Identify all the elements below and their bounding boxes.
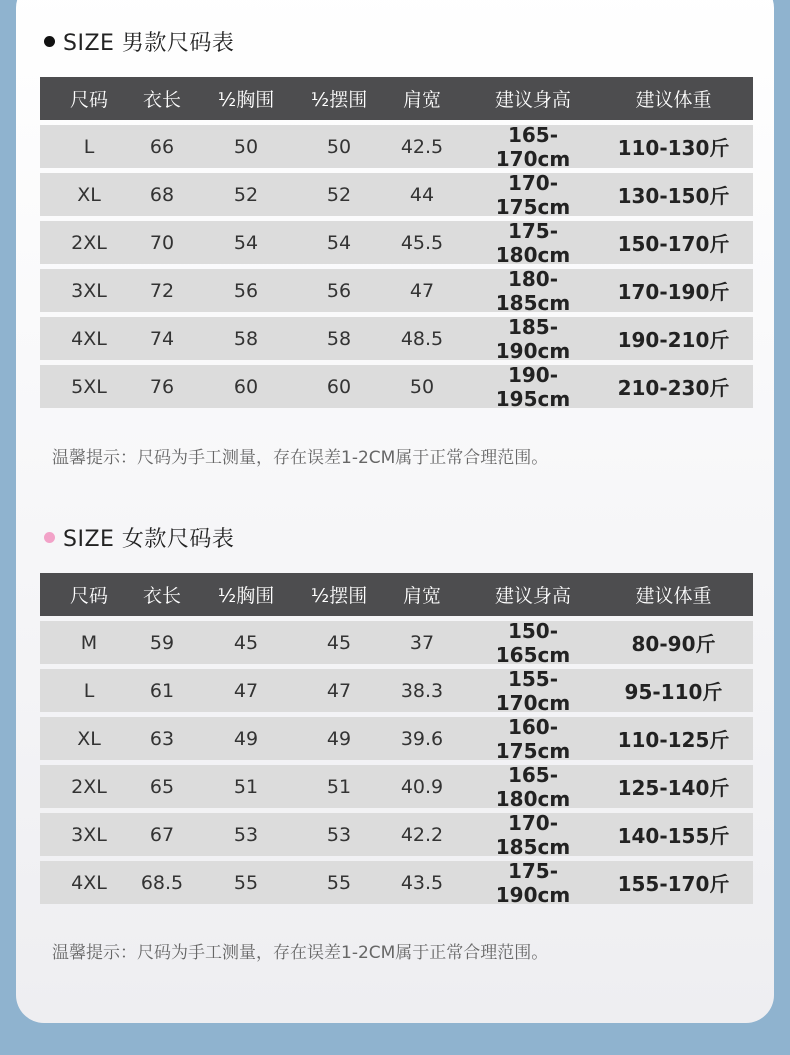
height-cell: 190-195cm (495, 362, 571, 411)
chest-cell: 45 (233, 631, 259, 654)
length-cell: 61 (149, 679, 175, 702)
header-cell: 建议体重 (635, 89, 712, 111)
size-cell: 5XL (71, 375, 107, 398)
height-cell: 165-180cm (495, 762, 571, 811)
length-cell: 72 (149, 279, 175, 302)
table-row (40, 266, 753, 315)
header-cell: ½胸围 (217, 585, 275, 607)
header-cell: 肩宽 (402, 89, 441, 111)
weight-cell: 170-190斤 (617, 280, 730, 304)
weight-cell: 110-125斤 (617, 728, 730, 752)
height-cell: 160-175cm (495, 714, 571, 763)
header-cell: 建议身高 (494, 89, 571, 111)
women-section-title (44, 522, 234, 553)
hem-cell: 50 (326, 135, 352, 158)
table-row (40, 170, 753, 219)
shoulder-cell: 44 (409, 183, 435, 206)
table-row (40, 810, 753, 859)
shoulder-cell: 39.6 (400, 727, 444, 750)
header-cell: 肩宽 (402, 585, 441, 607)
header-cell: 尺码 (69, 585, 108, 607)
table-row (40, 122, 753, 171)
women-title-text: SIZE 女款尺码表 (63, 527, 235, 552)
header-cell: ½摆围 (310, 89, 368, 111)
weight-cell: 80-90斤 (631, 632, 716, 656)
length-cell: 59 (149, 631, 175, 654)
weight-cell: 150-170斤 (617, 232, 730, 256)
table-header-row (40, 77, 753, 120)
weight-cell: 140-155斤 (617, 824, 730, 848)
size-cell: 4XL (71, 327, 107, 350)
size-cell: 3XL (71, 823, 107, 846)
length-cell: 76 (149, 375, 175, 398)
shoulder-cell: 38.3 (400, 679, 444, 702)
weight-cell: 190-210斤 (617, 328, 730, 352)
men-section-title (44, 26, 234, 57)
shoulder-cell: 50 (409, 375, 435, 398)
chest-cell: 51 (233, 775, 259, 798)
shoulder-cell: 43.5 (400, 871, 444, 894)
women-size-table (40, 573, 753, 907)
hem-cell: 60 (326, 375, 352, 398)
length-cell: 68.5 (140, 871, 184, 894)
women-measurement-note: 温馨提示：尺码为手工测量，存在误差1-2CM属于正常合理范围。 (52, 943, 549, 963)
size-cell: L (83, 135, 95, 158)
table-row (40, 762, 753, 811)
shoulder-cell: 45.5 (400, 231, 444, 254)
height-cell: 170-175cm (495, 170, 571, 219)
men-title-text: SIZE 男款尺码表 (63, 31, 235, 56)
table-row (40, 218, 753, 267)
shoulder-cell: 40.9 (400, 775, 444, 798)
header-cell: ½摆围 (310, 585, 368, 607)
weight-cell: 210-230斤 (617, 376, 730, 400)
height-cell: 185-190cm (495, 314, 571, 363)
length-cell: 63 (149, 727, 175, 750)
size-cell: L (83, 679, 95, 702)
shoulder-cell: 47 (409, 279, 435, 302)
hem-cell: 52 (326, 183, 352, 206)
height-cell: 180-185cm (495, 266, 571, 315)
weight-cell: 95-110斤 (624, 680, 723, 704)
table-row (40, 714, 753, 763)
size-cell: M (80, 631, 98, 654)
hem-cell: 55 (326, 871, 352, 894)
shoulder-cell: 42.2 (400, 823, 444, 846)
header-cell: 衣长 (142, 89, 181, 111)
chest-cell: 47 (233, 679, 259, 702)
hem-cell: 56 (326, 279, 352, 302)
men-measurement-note: 温馨提示：尺码为手工测量，存在误差1-2CM属于正常合理范围。 (52, 448, 549, 468)
size-cell: 2XL (71, 231, 107, 254)
hem-cell: 54 (326, 231, 352, 254)
weight-cell: 155-170斤 (617, 872, 730, 896)
chest-cell: 55 (233, 871, 259, 894)
bullet-icon (44, 532, 55, 543)
hem-cell: 58 (326, 327, 352, 350)
size-cell: 2XL (71, 775, 107, 798)
size-cell: XL (77, 183, 101, 206)
length-cell: 74 (149, 327, 175, 350)
length-cell: 68 (149, 183, 175, 206)
weight-cell: 125-140斤 (617, 776, 730, 800)
shoulder-cell: 48.5 (400, 327, 444, 350)
table-row (40, 362, 753, 411)
header-cell: 尺码 (69, 89, 108, 111)
size-cell: 4XL (71, 871, 107, 894)
length-cell: 66 (149, 135, 175, 158)
chest-cell: 54 (233, 231, 259, 254)
height-cell: 175-190cm (495, 858, 571, 907)
size-cell: XL (77, 727, 101, 750)
height-cell: 170-185cm (495, 810, 571, 859)
length-cell: 67 (149, 823, 175, 846)
hem-cell: 45 (326, 631, 352, 654)
hem-cell: 49 (326, 727, 352, 750)
hem-cell: 47 (326, 679, 352, 702)
weight-cell: 130-150斤 (617, 184, 730, 208)
height-cell: 150-165cm (495, 618, 571, 667)
header-cell: 建议体重 (635, 585, 712, 607)
hem-cell: 51 (326, 775, 352, 798)
chest-cell: 52 (233, 183, 259, 206)
table-header-row (40, 573, 753, 616)
table-row (40, 858, 753, 907)
header-cell: 衣长 (142, 585, 181, 607)
chest-cell: 58 (233, 327, 259, 350)
chest-cell: 56 (233, 279, 259, 302)
length-cell: 70 (149, 231, 175, 254)
chest-cell: 49 (233, 727, 259, 750)
header-cell: 建议身高 (494, 585, 571, 607)
size-cell: 3XL (71, 279, 107, 302)
chest-cell: 60 (233, 375, 259, 398)
chest-cell: 50 (233, 135, 259, 158)
table-row (40, 314, 753, 363)
bullet-icon (44, 36, 55, 47)
table-row (40, 618, 753, 667)
header-cell: ½胸围 (217, 89, 275, 111)
shoulder-cell: 42.5 (400, 135, 444, 158)
hem-cell: 53 (326, 823, 352, 846)
height-cell: 155-170cm (495, 666, 571, 715)
height-cell: 175-180cm (495, 218, 571, 267)
weight-cell: 110-130斤 (617, 136, 730, 160)
shoulder-cell: 37 (409, 631, 435, 654)
table-row (40, 666, 753, 715)
length-cell: 65 (149, 775, 175, 798)
height-cell: 165-170cm (495, 122, 571, 171)
chest-cell: 53 (233, 823, 259, 846)
men-size-table (40, 77, 753, 411)
